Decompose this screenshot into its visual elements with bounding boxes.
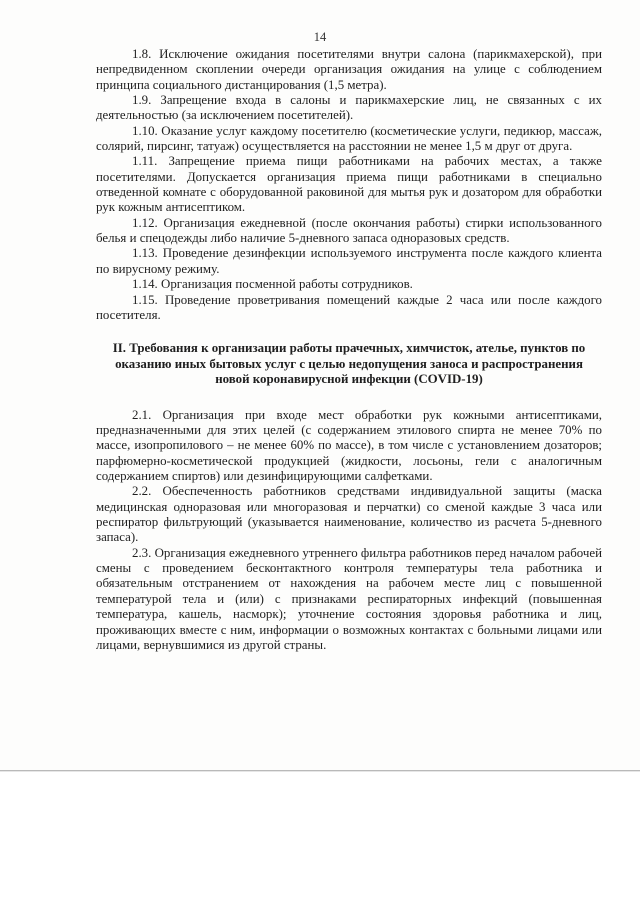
paragraph-1-9: 1.9. Запрещение входа в салоны и парикмахерские лиц, не связанных с их деятельностью (за исключением посетителей). <box>96 93 602 123</box>
page-number: 14 <box>313 30 327 44</box>
paragraph-1-12: 1.12. Организация ежедневной (после окончания работы) стирки использованного белья и спецодежды либо наличие 5-дневного запаса одноразовых средств. <box>96 215 602 246</box>
paragraph-1-14: 1.14. Организация посменной работы сотрудников. <box>132 277 413 292</box>
paragraph-1-8: 1.8. Исключение ожидания посетителями внутри салона (парикмахерской), при непредвиденном скоплении очереди организация ожидания на улице с соблюдением принципа социального дистанцирования (1,5 метра). <box>96 47 602 92</box>
paragraph-1-13: 1.13. Проведение дезинфекции используемого инструмента после каждого клиента по вирусному режиму. <box>96 246 602 276</box>
paragraph-2-2: 2.2. Обеспеченность работников средствами индивидуальной защиты (маска медицинская одноразовая или многоразовая и перчатки) со сменой каждые 3 часа или респиратор фильтрующий (указывается наименование, количество из расчета 5-дневного запаса). <box>96 484 602 545</box>
paragraph-2-3: 2.3. Организация ежедневного утреннего фильтра работников перед началом рабочей смены с проведением бесконтактного контроля температуры тела работника и обязательным отстранением от нахождения на рабочем месте лиц с повышенной температурой тела и (или) с признаками респираторных инфекций (повышенная температура, кашель, насморк); уточнение состояния здоровья работника и лиц, проживающих вместе с ним, информации о возможных контактах с больными лицами или лицами, вернувшимися из другой страны. <box>96 545 602 652</box>
paragraph-1-10: 1.10. Оказание услуг каждому посетителю (косметические услуги, педикюр, массаж, солярий, пирсинг, татуаж) осуществляется на расстоянии не менее 1,5 м друг от друга. <box>96 123 602 154</box>
section-2-heading: II. Требования к организации работы прачечных, химчисток, ателье, пунктов по оказанию иных бытовых услуг с целью недопущения заноса и распространения новой коронавирусной инфекции (COVID-19) <box>112 341 586 387</box>
paragraph-2-1: 2.1. Организация при входе мест обработки рук кожными антисептиками, предназначенными для этих целей (с содержанием этилового спирта не менее 70% по массе, изопропилового – не менее 60% по массе), в том числе с установлением дозаторов; парфюмерно-косметической продукцией (жидкости, лосьоны, гели с аналогичным содержанием спиртов) или дезинфицирующими салфетками. <box>96 407 602 484</box>
document-body <box>96 47 602 653</box>
paragraph-1-11: 1.11. Запрещение приема пищи работниками на рабочих местах, а также посетителями. Допускается организация приема пищи работниками в специально отведенной комнате с оборудованной раковиной для мытья рук и дозатором для обработки рук кожным антисептиком. <box>96 154 602 215</box>
paragraph-1-15: 1.15. Проведение проветривания помещений каждые 2 часа или после каждого посетителя. <box>96 292 602 322</box>
